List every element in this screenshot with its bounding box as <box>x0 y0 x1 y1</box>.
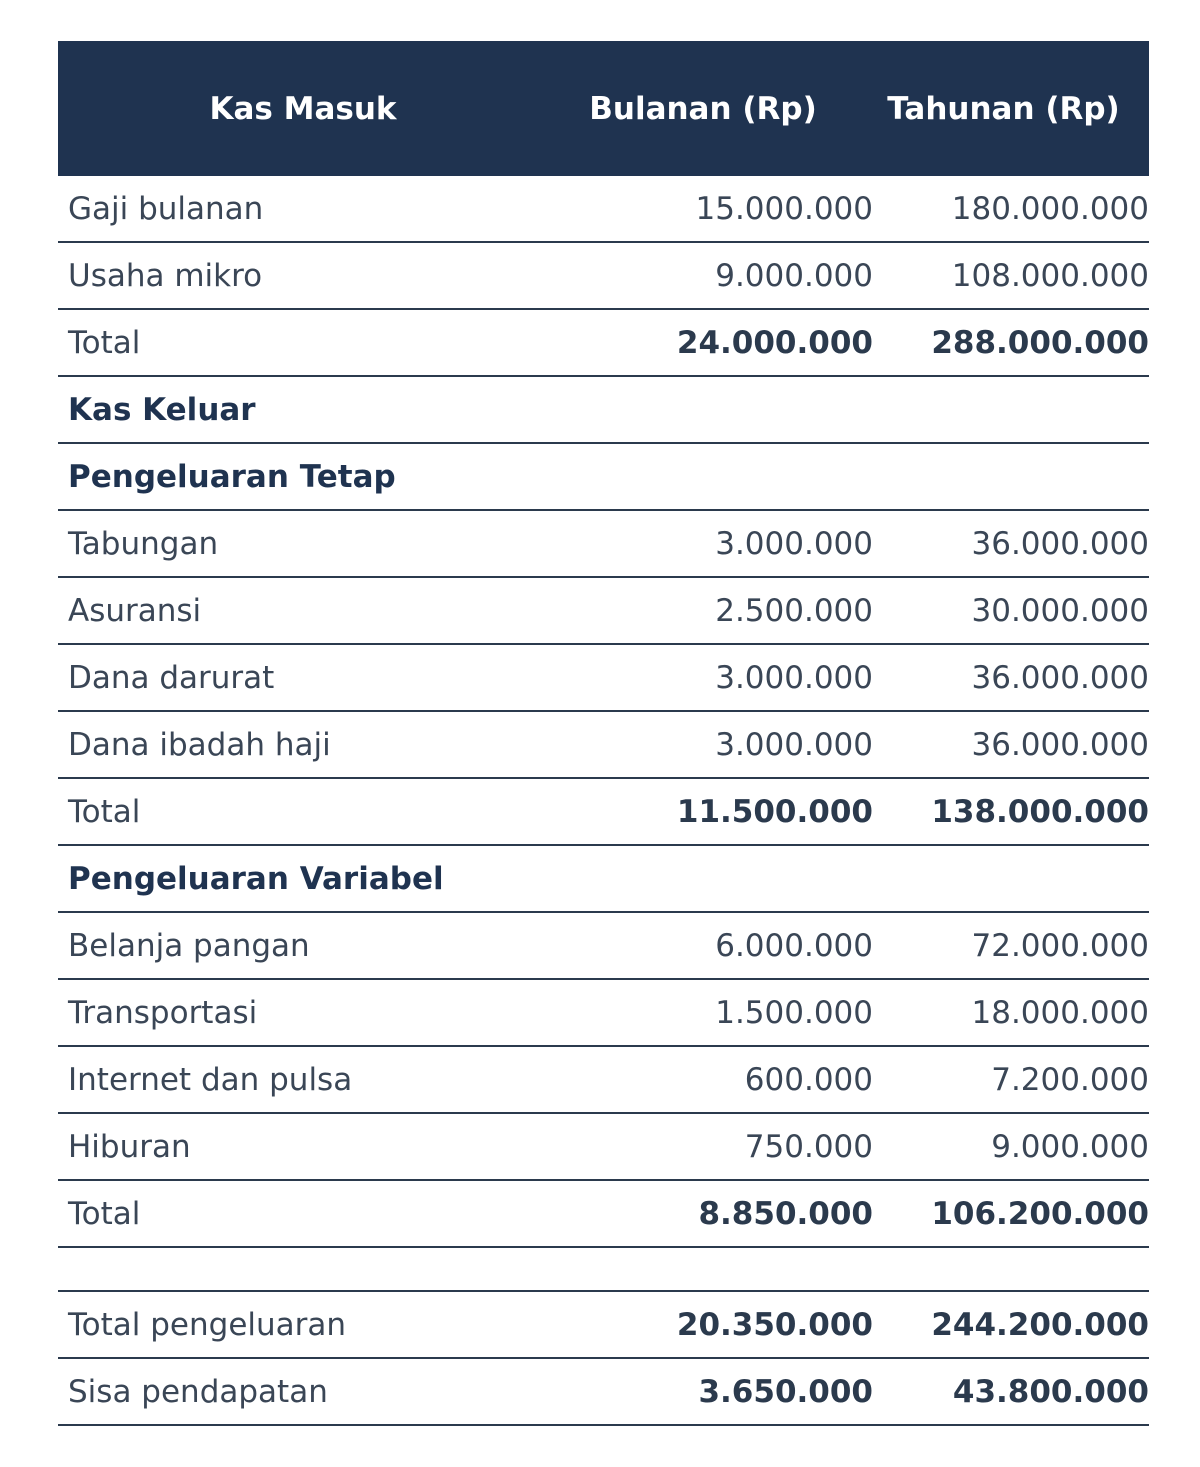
row-label: Hiburan <box>68 1128 191 1165</box>
row-label: Transportasi <box>68 994 258 1031</box>
row-label: Total <box>68 324 141 361</box>
cash-flow-table <box>58 41 1149 1426</box>
table-row <box>58 243 1149 310</box>
row-yearly: 106.200.000 <box>931 1195 1149 1232</box>
income-total-row <box>58 310 1149 377</box>
table-row <box>58 1114 1149 1181</box>
section-title: Pengeluaran Variabel <box>68 860 444 897</box>
row-monthly: 2.500.000 <box>715 592 873 629</box>
row-yearly: 36.000.000 <box>971 659 1149 696</box>
row-yearly: 30.000.000 <box>971 592 1149 629</box>
row-monthly: 8.850.000 <box>698 1195 873 1232</box>
row-label: Sisa pendapatan <box>68 1373 328 1410</box>
row-label: Total pengeluaran <box>68 1306 347 1343</box>
row-monthly: 6.000.000 <box>715 927 873 964</box>
row-label: Internet dan pulsa <box>68 1061 353 1098</box>
row-monthly: 20.350.000 <box>676 1306 873 1343</box>
row-monthly: 24.000.000 <box>676 324 873 361</box>
row-label: Gaji bulanan <box>68 190 264 227</box>
row-label: Usaha mikro <box>68 257 263 294</box>
table-row <box>58 645 1149 712</box>
total-pengeluaran-row <box>58 1292 1149 1359</box>
row-monthly: 9.000.000 <box>715 257 873 294</box>
row-monthly: 3.000.000 <box>715 726 873 763</box>
table-row <box>58 712 1149 779</box>
row-label: Dana darurat <box>68 659 275 696</box>
row-monthly: 15.000.000 <box>695 190 873 227</box>
section-kas-keluar <box>58 377 1149 444</box>
divider <box>58 1248 1149 1292</box>
row-yearly: 18.000.000 <box>971 994 1149 1031</box>
row-yearly: 43.800.000 <box>952 1373 1149 1410</box>
row-label: Total <box>68 793 141 830</box>
section-title: Pengeluaran Tetap <box>68 458 396 495</box>
row-monthly: 600.000 <box>744 1061 873 1098</box>
header-tahunan: Tahunan (Rp) <box>887 90 1120 127</box>
section-pengeluaran-variabel <box>58 846 1149 913</box>
row-yearly: 7.200.000 <box>991 1061 1149 1098</box>
row-yearly: 180.000.000 <box>951 190 1149 227</box>
row-monthly: 11.500.000 <box>676 793 873 830</box>
table-row <box>58 511 1149 578</box>
sisa-pendapatan-row <box>58 1359 1149 1426</box>
row-monthly: 1.500.000 <box>715 994 873 1031</box>
row-label: Belanja pangan <box>68 927 310 964</box>
section-title: Kas Keluar <box>68 391 256 428</box>
row-yearly: 36.000.000 <box>971 525 1149 562</box>
variable-total-row <box>58 1181 1149 1248</box>
row-label: Total <box>68 1195 141 1232</box>
row-monthly: 3.000.000 <box>715 525 873 562</box>
row-monthly: 3.650.000 <box>698 1373 873 1410</box>
table-header <box>58 41 1149 176</box>
table-row <box>58 980 1149 1047</box>
row-yearly: 108.000.000 <box>951 257 1149 294</box>
table-row <box>58 176 1149 243</box>
row-yearly: 244.200.000 <box>931 1306 1149 1343</box>
section-pengeluaran-tetap <box>58 444 1149 511</box>
header-kas-masuk: Kas Masuk <box>209 90 397 127</box>
row-monthly: 750.000 <box>744 1128 873 1165</box>
table-row <box>58 1047 1149 1114</box>
row-label: Asuransi <box>68 592 202 629</box>
fixed-total-row <box>58 779 1149 846</box>
table-row <box>58 913 1149 980</box>
row-yearly: 72.000.000 <box>971 927 1149 964</box>
table-row <box>58 578 1149 645</box>
row-yearly: 288.000.000 <box>931 324 1149 361</box>
row-yearly: 9.000.000 <box>991 1128 1149 1165</box>
row-label: Tabungan <box>68 525 219 562</box>
row-monthly: 3.000.000 <box>715 659 873 696</box>
header-bulanan: Bulanan (Rp) <box>589 90 817 127</box>
row-yearly: 36.000.000 <box>971 726 1149 763</box>
row-label: Dana ibadah haji <box>68 726 331 763</box>
row-yearly: 138.000.000 <box>931 793 1149 830</box>
